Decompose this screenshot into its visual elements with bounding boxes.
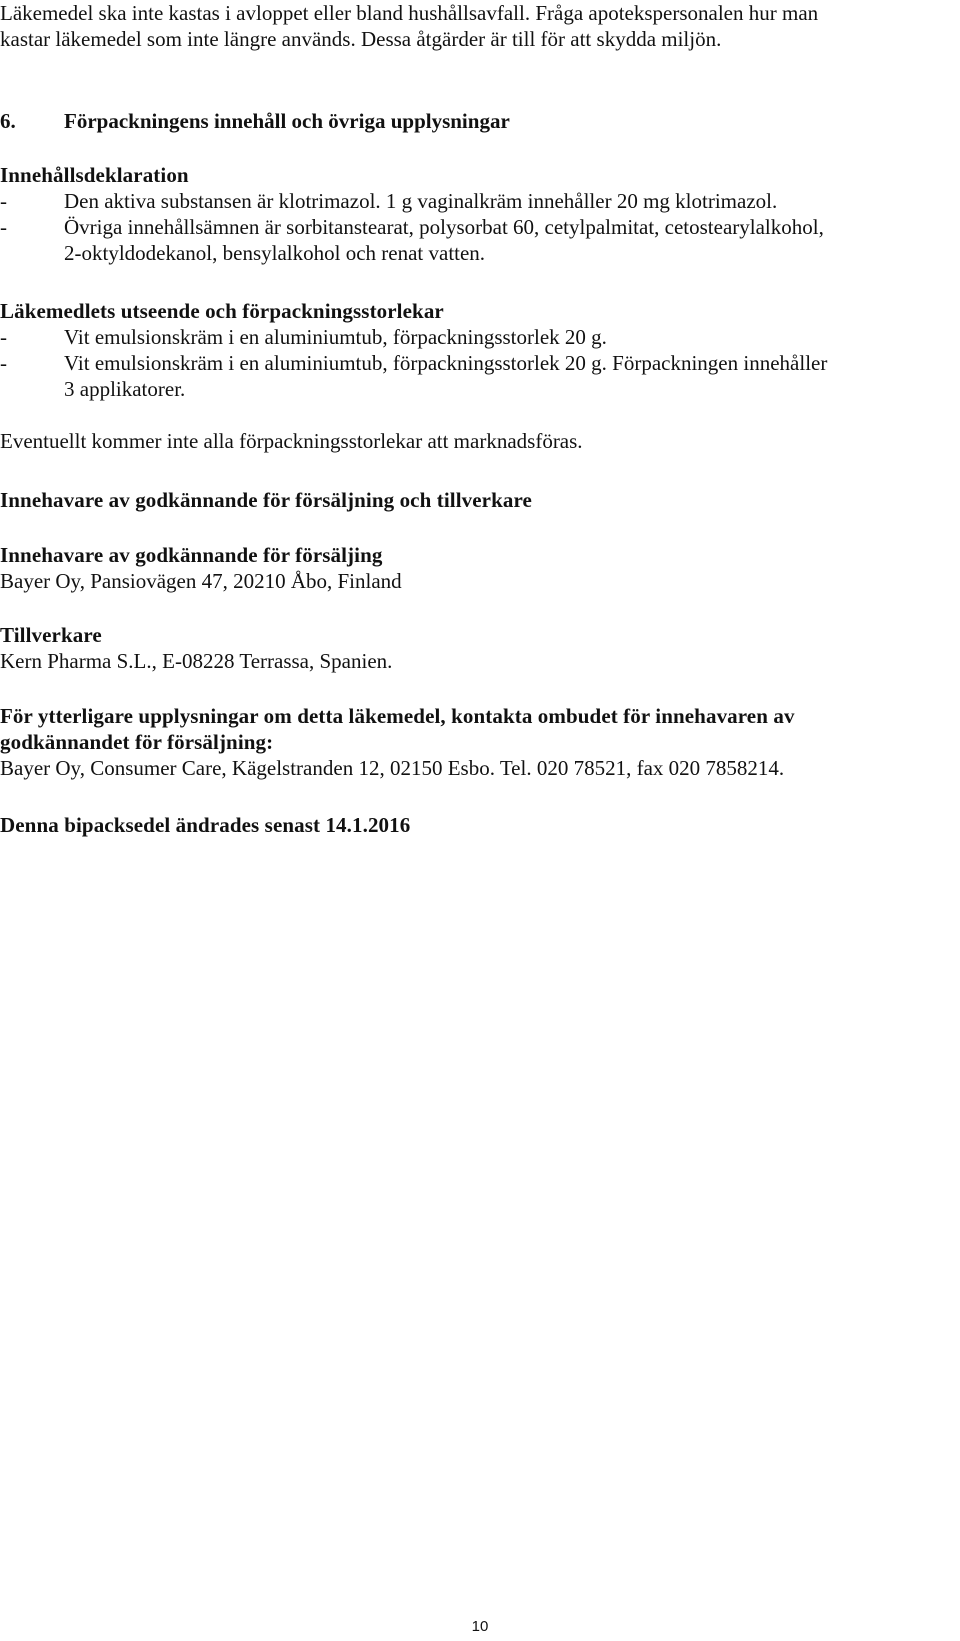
- section-6-heading: [0, 108, 958, 134]
- page-number: 10: [471, 1618, 489, 1635]
- appearance-item-1: [0, 324, 958, 350]
- declaration-block: [0, 162, 958, 266]
- disposal-line-2: kastar läkemedel som inte längre används. Dessa åtgärder är till för att skydda miljön.: [0, 27, 722, 51]
- bullet-dash: -: [0, 189, 7, 213]
- bullet-dash: -: [0, 351, 7, 375]
- declaration-item-text: Övriga innehållsämnen är sorbitanstearat, polysorbat 60, cetylpalmitat, cetostearylalkohol,: [64, 215, 824, 239]
- appearance-item-text: Vit emulsionskräm i en aluminiumtub, förpackningsstorlek 20 g.: [64, 325, 607, 349]
- declaration-item-text: Den aktiva substansen är klotrimazol. 1 g vaginalkräm innehåller 20 mg klotrimazol.: [64, 189, 778, 213]
- holder-section-heading: [0, 487, 958, 513]
- contact-block: [0, 703, 958, 781]
- declaration-heading: Innehållsdeklaration: [0, 163, 189, 187]
- manufacturer-address: Kern Pharma S.L., E-08228 Terrassa, Spanien.: [0, 649, 393, 673]
- manufacturer-heading: Tillverkare: [0, 623, 102, 647]
- declaration-item-active: [0, 188, 958, 214]
- contact-details: Bayer Oy, Consumer Care, Kägelstranden 12, 02150 Esbo. Tel. 020 78521, fax 020 7858214.: [0, 756, 785, 780]
- appearance-item-text: Vit emulsionskräm i en aluminiumtub, förpackningsstorlek 20 g. Förpackningen innehåller: [64, 351, 828, 375]
- contact-heading-line-2: godkännandet för försäljning:: [0, 730, 274, 754]
- marketing-note-block: [0, 428, 958, 454]
- disposal-paragraph: [0, 0, 958, 52]
- declaration-item-continuation: 2-oktyldodekanol, bensylalkohol och renat vatten.: [64, 241, 486, 265]
- section-title: Förpackningens innehåll och övriga upplysningar: [64, 109, 510, 133]
- disposal-line-1: Läkemedel ska inte kastas i avloppet eller bland hushållsavfall. Fråga apotekspersonalen hur man: [0, 1, 819, 25]
- holder-section-title: Innehavare av godkännande för försäljning och tillverkare: [0, 488, 532, 512]
- holder-heading: Innehavare av godkännande för försäljing: [0, 543, 383, 567]
- revision-block: [0, 812, 958, 838]
- contact-heading-line-1: För ytterligare upplysningar om detta läkemedel, kontakta ombudet för innehavaren av: [0, 704, 795, 728]
- holder-address: Bayer Oy, Pansiovägen 47, 20210 Åbo, Finland: [0, 569, 402, 593]
- revision-date: Denna bipacksedel ändrades senast 14.1.2016: [0, 813, 411, 837]
- marketing-note: Eventuellt kommer inte alla förpackningsstorlekar att marknadsföras.: [0, 429, 583, 453]
- section-number: 6.: [0, 109, 16, 133]
- appearance-item-continuation: 3 applikatorer.: [64, 377, 186, 401]
- manufacturer-block: [0, 622, 958, 674]
- holder-block: [0, 542, 958, 594]
- appearance-heading: Läkemedlets utseende och förpackningsstorlekar: [0, 299, 444, 323]
- appearance-block: [0, 298, 958, 402]
- appearance-item-2: [0, 350, 958, 376]
- declaration-item-excipients: [0, 214, 958, 240]
- bullet-dash: -: [0, 325, 7, 349]
- bullet-dash: -: [0, 215, 7, 239]
